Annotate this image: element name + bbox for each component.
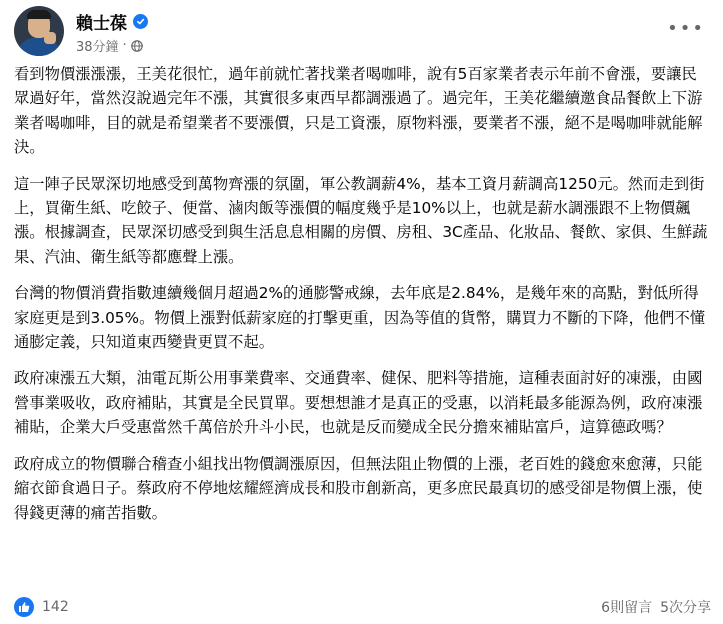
post-paragraph: 看到物價漲漲漲，王美花很忙，過年前就忙著找業者喝咖啡，說有5百家業者表示年前不會漲，要讓民眾過好年，當然沒說過完年不漲，其實很多東西早都調漲過了。過完年，王美花繼續邀食品餐飲上下游業者喝咖啡，目的就是希望業者不要漲價，只是工資漲，原物料漲，要業者不漲，絕不是喝咖啡就能解決。	[14, 65, 703, 157]
engagement-stats	[601, 597, 711, 617]
author-name[interactable]: 賴士葆	[76, 14, 127, 34]
globe-icon	[131, 40, 143, 52]
post-meta	[76, 36, 143, 55]
avatar[interactable]	[14, 6, 64, 56]
author-row	[76, 9, 148, 34]
post-paragraph: 政府凍漲五大類，油電瓦斯公用事業費率、交通費率、健保、肥料等措施，這種表面討好的凍漲，由國營事業吸收，政府補貼，其實是全民買單。要想想誰才是真正的受惠，以消耗最多能源為例，政府凍漲補貼，企業大戶受惠當然千萬倍於升斗小民，也就是反而變成全民分擔來補貼富戶，這算德政嗎？	[14, 369, 703, 437]
share-count[interactable]: 5次分享	[660, 600, 711, 616]
comment-count[interactable]: 6則留言	[601, 600, 653, 616]
post-paragraph: 這一陣子民眾深切地感受到萬物齊漲的氛圍，軍公教調薪4%，基本工資月薪調高1250元。然而走到街上，買衛生紙、吃餃子、便當、滷肉飯等漲價的幅度幾乎是10%以上，也就是薪水調漲跟不上物價飆漲。根據調查，民眾深切感受到與生活息息相關的房價、房租、3C產品、化妝品、餐飲、家俱、生鮮蔬果、汽油、衛生紙等都應聲上漲。	[14, 174, 708, 266]
post-footer	[14, 596, 711, 618]
meta-separator: ·	[122, 38, 127, 53]
post-timestamp[interactable]: 38分鐘	[76, 40, 119, 55]
post-body	[14, 62, 708, 537]
post-paragraph: 台灣的物價消費指數連續幾個月超過2%的通膨警戒線，去年底是2.84%，是幾年來的高點，對低所得家庭更是到3.05%。物價上漲對低薪家庭的打擊更重，因為等值的貨幣，購買力不斷的下降，他們不懂通膨定義，只知道東西變貴更買不起。	[14, 284, 706, 352]
verified-badge-icon	[133, 14, 148, 29]
more-options-icon[interactable]: •••	[667, 18, 705, 39]
post-paragraph: 政府成立的物價聯合稽查小組找出物價調漲原因，但無法阻止物價的上漲，老百姓的錢愈來愈薄，只能縮衣節食過日子。蔡政府不停地炫耀經濟成長和股市創新高，更多庶民最真切的感受卻是物價上漲，使得錢更薄的痛苦指數。	[14, 454, 703, 522]
reaction-count[interactable]: 142	[42, 599, 69, 615]
post-header	[14, 4, 713, 60]
like-icon[interactable]	[14, 597, 34, 617]
